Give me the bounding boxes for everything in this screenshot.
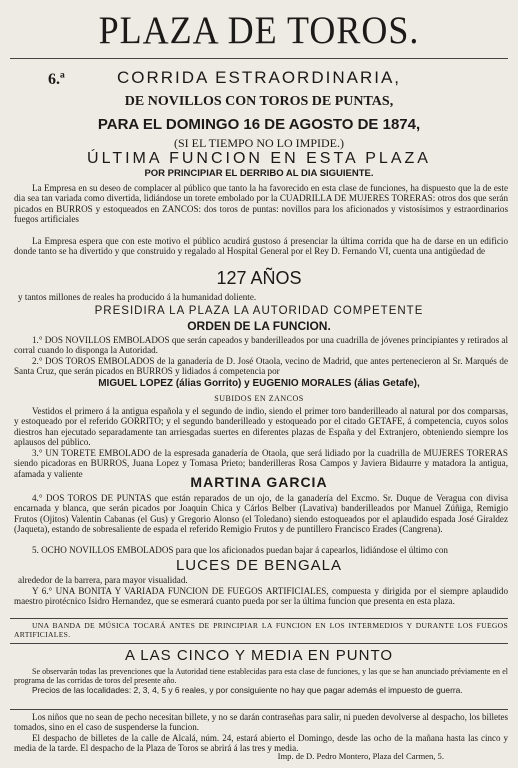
item-5: 5. OCHO NOVILLOS EMBOLADOS para que los aficionados puedan bajar á capearlos, lidiándose el último con bbox=[32, 545, 448, 555]
paragraph-despacho: El despacho de billetes de la calle de Alcalá, núm. 24, estará abierto el Domingo, desde las ocho de la mañana hasta las cinco y media de la tarde. El despacho de la Plaza de Toros se abrirá á las tres y media. bbox=[14, 733, 508, 754]
printer-imprint: Imp. de D. Pedro Montero, Plaza del Carmen, 5. bbox=[277, 751, 444, 761]
years-heading: 127 AÑOS bbox=[216, 268, 302, 288]
presidency-line: PRESIDIRA LA PLAZA LA AUTORIDAD COMPETENTE bbox=[94, 305, 424, 317]
divider-music-bottom bbox=[10, 643, 508, 644]
title-rule bbox=[10, 58, 508, 59]
luces-heading: LUCES DE BENGALA bbox=[175, 557, 343, 574]
headline-novillos: DE NOVILLOS CON TOROS DE PUNTAS, bbox=[124, 94, 394, 109]
headline-corrida: CORRIDA ESTRAORDINARIA, bbox=[116, 68, 402, 87]
paragraph-prevenciones: Se observarán todas las prevenciones que la Autoridad tiene establecidas para esta clase de funciones, y las que se han anunciado préviamente en el programa de las corridas de toros del presente año. bbox=[14, 667, 508, 686]
paragraph-costumes: Vestidos el primero á la antigua española y el segundo de indio, siendo el primer toro banderilleado al natural por dos comparsas, y estoqueado por el referido GORRITO; y el segundo banderilleado y estoqueado por el citado GETAFE, á competencia, cuyos solos diestros han ejecutado separadamente tan arriesgadas suertes en diferentes plazas de España y del Extranjero, obteniendo siempre los aplausos del público. bbox=[14, 406, 508, 447]
paragraph-barrera: alrededor de la barrera, para mayor visualidad. bbox=[18, 575, 188, 585]
demolition-note: POR PRINCIPIAR EL DERRIBO AL DIA SIGUIENTE. bbox=[144, 168, 374, 179]
zancos-line: SUBIDOS EN ZANCOS bbox=[214, 394, 304, 403]
paragraph-hospital: La Empresa espera que con este motivo el público acudirá gustoso á presenciar la última corrida que ha de darse en un edificio donde tanto se ha divertido y que construido y regalado al Hospital General por el Rey D. Fernando VI, cuenta una antigüedad de bbox=[14, 236, 508, 257]
divider-music-top bbox=[10, 618, 508, 619]
item-1: 1.° DOS NOVILLOS EMBOLADOS que serán capeados y banderilleados por una cuadrilla de jóvenes principiantes y retirados al corral cuando lo disponga la Autoridad. bbox=[14, 335, 508, 356]
divider-prices bbox=[10, 709, 508, 710]
paragraph-humanidad: y tantos millones de reales ha producido á la humanidad doliente. bbox=[18, 292, 257, 302]
last-function: ÚLTIMA FUNCION EN ESTA PLAZA bbox=[87, 150, 431, 167]
item-3: 3.° UN TORETE EMBOLADO de la espresada ganadería de Otaola, que será lidiado por la cuadrilla de MUJERES TORERAS siendo picadoras en BURROS, Juana Lopez y Tomasa Prieto; banderilleras Rosa Campos y Javiera Bidaurre y matadora la antigua, afamada y valiente bbox=[14, 448, 508, 479]
prices-line: Precios de las localidades: 2, 3, 4, 5 y 6 reales, y por consiguiente no hay que pagar además el impuesto de guerra. bbox=[32, 685, 463, 695]
item-2: 2.° DOS TOROS EMBOLADOS de la ganadería de D. José Otaola, vecino de Madrid, que antes pertenecieron al Sr. Marqués de Santa Cruz, que serán picados en BURROS y lidiados á competencia por bbox=[14, 356, 508, 377]
paragraph-empresa: La Empresa en su deseo de complacer al público que tanto la ha favorecido en esta clase de funciones, ha dispuesto que la de este dia sea tan variada como divertida, lidiándose un torete embolado por la CUADRILLA DE MUJERES TORERAS: otros dos que serán picados en BURROS y estoqueados en ZANCOS: dos toros de puntas: novillos para los aficionados y vistosísimos y estraordinarios fuegos artificiales bbox=[14, 183, 508, 224]
martina-heading: MARTINA GARCIA bbox=[190, 474, 328, 490]
time-heading: A LAS CINCO Y MEDIA EN PUNTO bbox=[124, 647, 394, 664]
item-4: 4.° DOS TOROS DE PUNTAS que están reparados de un ojo, de la ganadería del Excmo. Sr. Duque de Veragua con divisa encarnada y blanca, que serán picados por Joaquin Chica y Cárlos Belber (Lavativa) banderilleados por Manuel Zúñiga, Remigio Frutos (Ojitos) Valentin Cabanas (el Gus) y Gregorio Alonso (el Toledano) siendo estoqueados por el aplaudido espada José Giraldez (Jaqueta), estando de sobresaliente de espada el referido Remigio Frutos y de puntillero Francisco Erades (Cangrena). bbox=[14, 493, 508, 534]
music-note: UNA BANDA DE MÚSICA TOCARÁ ANTES DE PRINCIPIAR LA FUNCION EN LOS INTERMEDIOS Y DURANTE LOS FUEGOS ARTIFICIALES. bbox=[14, 621, 508, 640]
paragraph-ninos: Los niños que no sean de pecho necesitan billete, y no se darán contraseñas para salir, ni pueden devolverse al despacho, los billetes tomados, sino en el caso de suspenderse la funcion. bbox=[14, 712, 508, 733]
order-heading: ORDEN DE LA FUNCION. bbox=[187, 319, 331, 333]
fighters-line: MIGUEL LOPEZ (álias Gorrito) y EUGENIO MORALES (álias Getafe), bbox=[98, 378, 420, 389]
weather-note: (SI EL TIEMPO NO LO IMPIDE.) bbox=[174, 136, 344, 150]
headline-date: PARA EL DOMINGO 16 DE AGOSTO DE 1874, bbox=[97, 116, 421, 133]
poster-title: PLAZA DE TOROS. bbox=[98, 8, 420, 52]
item-6: Y 6.° UNA BONITA Y VARIADA FUNCION DE FUEGOS ARTIFICIALES, compuesta y dirigida por el siempre aplaudido maestro pirotécnico Isidro Hernandez, que se esmerará cuanto pueda por ser la última funcion que presenta en esta plaza. bbox=[14, 586, 508, 607]
corrida-number: 6.ª bbox=[48, 71, 65, 88]
